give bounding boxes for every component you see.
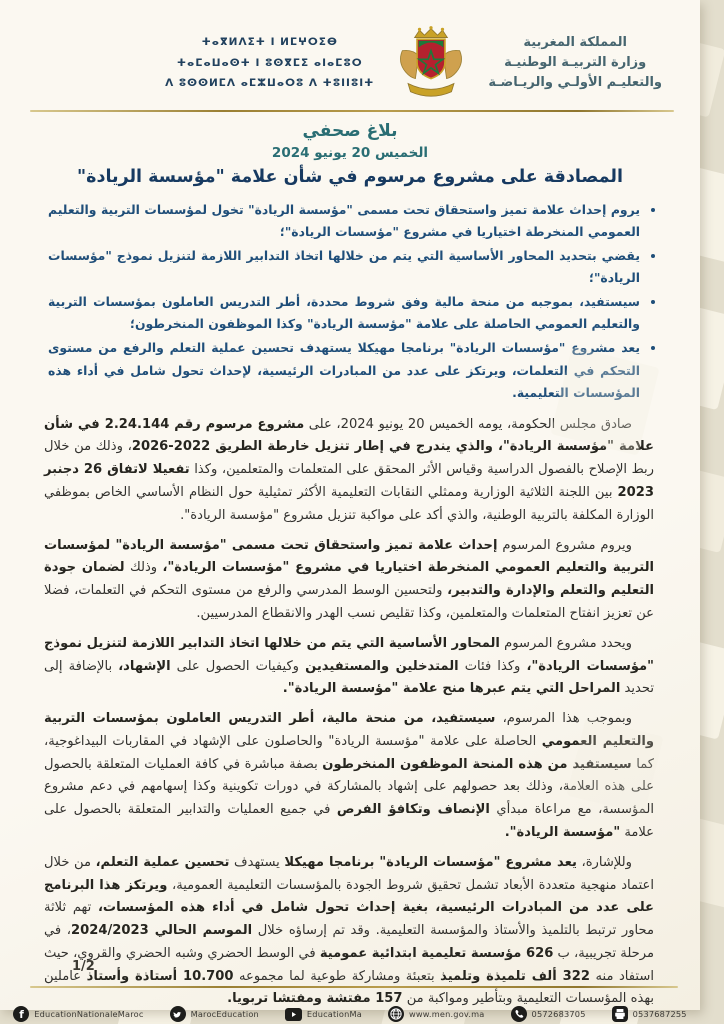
footer-item-facebook[interactable] [13,1006,143,1022]
ministry-name-tifinagh [165,32,374,93]
text-segment: ويروم مشروع المرسوم [497,537,632,553]
globe-icon [388,1006,404,1022]
ministry-header [165,26,662,100]
text-segment: الإشهاد، [118,658,171,674]
text-segment: بالإضافة إلى تحديد [44,658,654,697]
text-segment: 157 مفتشة ومفتشا تربويا. [227,991,403,1007]
text-segment: ، وذلك من خلال ربط الإصلاح بالفصول الدراسية وقياس الأثر المحقق على المتعلمات والمتعلمين، وكذا [44,439,654,478]
text-segment: ، في مرحلة تجريبية، ب [44,923,654,961]
text-segment: سيستفيد من هذه المنحة الموظفون المنخرطون [322,756,632,772]
text-segment: مشروع مرسوم رقم 2.24.144 في شأن علامة "مؤسسة الريادة"، والذي يندرج في إطار تنزيل خارطة الطريق 2022-2026 [44,416,654,455]
body-paragraph [44,633,654,701]
ministry-name-line: وزارة التربيـة الوطنيـة [504,54,647,70]
footer-item-label: EducationMa [306,1009,362,1019]
text-segment: الموسم الحالي 2024/2023 [71,923,253,939]
fax-icon [612,1006,628,1022]
text-segment: صادق مجلس الحكومة، يومه الخميس 20 يونيو 2024، على [304,416,633,432]
text-segment: يستهدف [229,854,285,870]
title-block [0,121,700,187]
footer-item-globe[interactable] [388,1006,485,1022]
ministry-name-tifinagh-line: ⵜⴰⵎⴰⵡⴰⵙⵜ ⵏ ⵓⵙⴳⵎⵉ ⴰⵏⴰⵎⵓⵔ [176,56,363,69]
text-segment: تحسين عملية التعلم، [95,854,230,870]
bullet-item: • يعد مشروع "مؤسسات الريادة" برنامجا مهيكلا يستهدف تحسين عملية التعلم والرفع من مستوى التحكم في التعلمات، ويرتكز على عدد من المبادرات الرئيسية، لإحداث تحول شامل في أداء هذه المؤسسات التعليمية. [48,337,640,403]
header-divider [30,110,674,112]
text-segment: وبموجب هذا المرسوم، [495,711,632,727]
bullet-item: • سيستفيد، بموجبه من منحة مالية وفق شروط محددة، أطر التدريس العاملون بمؤسسات التربية والتعليم العمومي الحاصلة على علامة "مؤسسة الريادة" وكذا الموظفون المنخرطون؛ [48,291,640,335]
body-paragraph [44,708,654,845]
footer-item-label: www.men.gov.ma [408,1009,485,1019]
text-segment: وكذا فئات [458,658,527,674]
text-segment: "مؤسسة الريادة". [504,824,621,840]
ministry-name-line: والتعليـم الأولـي والريـاضـة [488,75,662,91]
text-segment: 626 مؤسسة تعليمية ابتدائية عمومية [319,945,554,961]
press-release-label: بلاغ صحفي [302,121,398,141]
svg-text:f: f [19,1009,25,1022]
text-segment: ولتحسين الوسط المدرسي والرفع من مستوى التحكم في التعلمات، فضلا عن تعزيز انفتاح المتعلمات والمتعلمين، وكذا تقليص نسب الهدر والانقطاع المدرسيين. [44,583,654,621]
text-segment: بين اللجنة الثلاثية الوزارية وممثلي النقابات التعليمية الأكثر تمثيلية حول النظام الأساسي الخاص بموظفي الوزارة المكلفة بالتربية الوطنية، والذي أكد على مواكبة تنزيل مشروع "مؤسسة الريادة". [44,485,654,523]
bullet-item: • يقضي بتحديد المحاور الأساسية التي يتم من خلالها اتخاذ التدابير اللازمة لتنزيل نموذج "مؤسسات الريادة"؛ [48,245,640,289]
footer-item-label: EducationNationaleMaroc [34,1009,144,1019]
footer-item-fax[interactable] [612,1006,687,1022]
ministry-name-tifinagh-line: ⴷ ⵓⵙⵙⵍⵎⴷ ⴰⵎⵣⵡⴰⵔⵓ ⴷ ⵜⵓⵏⵏⵓⵏⵜ [165,77,375,90]
text-segment: تهم ثلاثة محاور ترتبط بالتلميذ والأستاذ والمؤسسة التعليمية. وقد تم إرساؤه خلال [44,900,654,939]
page-number: 1/2 [72,959,95,974]
text-segment: إحداث علامة تميز واستحقاق تحت مسمى "مؤسسة الريادة" لمؤسسات التربية والتعليم العمومي المنخرطة اختياريا في مشروع "مؤسسات الريادة"، [44,537,654,576]
text-segment: الإنصاف وتكافؤ الفرص [336,802,490,818]
text-segment: المحاور الأساسية التي يتم من خلالها اتخاذ التدابير اللازمة لتنزيل نموذج "مؤسسات الريادة"، [44,635,654,674]
youtube-icon [285,1008,302,1021]
text-segment: المتدخلين والمستفيدين [305,658,459,674]
text-segment: وللإشارة، [576,854,632,870]
text-segment: الحاصلة على علامة "مؤسسة الريادة" والحاصلون على الإشهاد في المقاربات البيداغوجية، كما [44,733,654,772]
text-segment: يعد مشروع "مؤسسات الريادة" برنامجا مهيكلا [284,854,577,870]
body-paragraphs [44,414,654,1012]
footer-item-twitter[interactable] [170,1006,259,1022]
text-segment: عاملين بهذه المؤسسات التعليمية وبتأطير ومواكبة من [44,968,654,1007]
release-date: الخميس 20 يونيو 2024 [271,145,429,161]
facebook-icon [13,1006,29,1022]
ministry-name-line: المملكة المغربية [523,34,627,50]
text-segment: وكيفيات الحصول على [170,658,306,674]
footer-item-label: MarocEducation [190,1009,259,1019]
twitter-icon [170,1006,186,1022]
ministry-name-arabic [488,33,662,93]
bullet-item: • يروم إحداث علامة تميز واستحقاق تحت مسمى "مؤسسة الريادة" تخول لمؤسسات التربية والتعليم العمومي المنخرطة اختياريا في مشروع "مؤسسات الريادة"؛ [48,199,640,243]
text-segment: في الوسط الحضري وشبه الحضري والقروي، حيث استفاد منه [44,945,654,984]
footer-contact-bar [0,1006,700,1022]
footer-item-label: 0537687255 [632,1009,687,1019]
text-segment: 322 ألف تلميذة وتلميذ [440,968,590,984]
morocco-coat-of-arms-icon [390,26,472,100]
footer-item-label: 0572683705 [531,1009,586,1019]
text-segment: المراحل التي يتم عبرها منح علامة "مؤسسة الريادة". [282,681,621,697]
text-segment: ويرتكز هذا البرنامج على عدد من المبادرات الرئيسية، بغية إحداث تحول شامل في أداء هذه المؤسسات، [44,877,655,916]
text-segment: من خلال اعتماد منهجية متعددة الأبعاد تشمل تحقيق شروط الجودة بالمؤسسات التعليمية العمومية، [44,854,654,893]
footer-divider [30,986,678,988]
ministry-name-tifinagh-line: ⵜⴰⴳⵍⴷⵉⵜ ⵏ ⵍⵎⵖⵔⵉⴱ [201,36,338,49]
text-segment: وذلك [124,560,163,576]
text-segment: ويحدد مشروع المرسوم [499,635,632,651]
text-segment: 10.700 أستاذة وأستاذ [86,968,234,984]
text-segment: لضمان جودة التعليم والتعلم والإدارة والتدبير، [44,560,654,599]
text-segment: بصفة مباشرة في كافة العمليات المتعلقة بالحصول على هذه العلامة، وذلك بعد حصولهم على إشهاد بالمشاركة في دورات تكوينية وكذا إسهامهم في دعم مشروع المؤسسة، مع مراعاة مبدأي [44,756,654,818]
text-segment: سيستفيد، من منحة مالية، أطر التدريس العاملون بمؤسسات التربية والتعليم العمومي [44,711,654,749]
body-paragraph [44,535,654,626]
text-segment: بتعبئة ومشاركة طوعية لما مجموعه [233,968,441,984]
text-segment: تفعيلا لاتفاق 26 دجنبر 2023 [44,462,654,501]
phone-icon [511,1006,527,1022]
headline: المصادقة على مشروع مرسوم في شأن علامة "مؤسسة الريادة" [77,167,623,187]
footer-item-phone[interactable] [511,1006,586,1022]
footer-item-youtube[interactable] [285,1008,362,1021]
text-segment: في جميع العمليات والتدابير المتعلقة بالحصول على علامة [44,802,654,840]
